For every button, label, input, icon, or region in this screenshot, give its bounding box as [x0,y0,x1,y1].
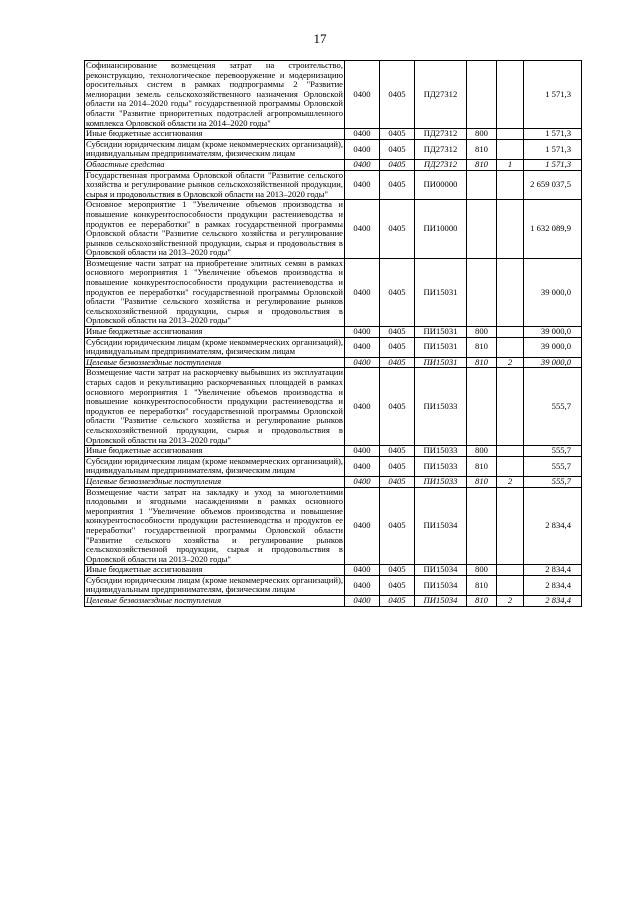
table-row [85,487,582,565]
cell-funding-source [497,337,524,357]
table-row [85,476,582,487]
cell-description: Иные бюджетные ассигнования [85,565,345,576]
cell-funding-source [497,327,524,338]
cell-section: 0400 [345,456,380,476]
cell-section: 0400 [345,565,380,576]
cell-expense-type [467,487,497,565]
table-row [85,129,582,140]
cell-expense-type: 810 [467,337,497,357]
cell-subsection: 0405 [380,456,415,476]
cell-funding-source [497,456,524,476]
table-row [85,61,582,129]
cell-target-article: ПИ15031 [415,357,467,368]
cell-description: Субсидии юридическим лицам (кроме некоммерческих организаций), индивидуальным предпринимателям, физическим лицам [86,574,343,595]
cell-funding-source [497,129,524,140]
cell-expense-type: 800 [467,129,497,140]
cell-funding-source [497,575,524,595]
cell-funding-source [497,258,524,326]
cell-target-article: ПД27312 [415,139,467,159]
cell-funding-source [497,368,524,446]
cell-amount: 1 571,3 [524,159,582,170]
cell-expense-type: 810 [467,456,497,476]
cell-expense-type: 800 [467,565,497,576]
cell-amount: 1 571,3 [524,129,582,140]
cell-expense-type [467,200,497,259]
cell-expense-type [467,61,497,129]
table-row [85,170,582,200]
cell-funding-source [497,487,524,565]
cell-target-article: ПИ15033 [415,368,467,446]
cell-expense-type: 800 [467,327,497,338]
cell-amount: 2 834,4 [524,565,582,576]
cell-funding-source: 2 [497,596,524,607]
cell-subsection: 0405 [380,487,415,565]
cell-section: 0400 [345,258,380,326]
cell-subsection: 0405 [380,327,415,338]
table-row [85,575,582,595]
cell-expense-type: 810 [467,476,497,487]
cell-target-article: ПД27312 [415,61,467,129]
cell-funding-source [497,446,524,457]
cell-target-article: ПИ15034 [415,487,467,565]
cell-description: Субсидии юридическим лицам (кроме некоммерческих организаций), индивидуальным предпринимателям, физическим лицам [86,455,343,476]
cell-subsection: 0405 [380,368,415,446]
cell-funding-source [497,565,524,576]
cell-section: 0400 [345,368,380,446]
cell-funding-source [497,200,524,259]
cell-expense-type [467,258,497,326]
cell-section: 0400 [345,170,380,200]
cell-subsection: 0405 [380,200,415,259]
cell-description: Основное мероприятие 1 "Увеличение объемов производства и повышение конкурентоспособности продукции растениеводства и продуктов ее переработки" в рамках государственной программы Орловской области "Развитие сельского хозяйства и регулирование рынков сельскохозяйственной продукции, сырья и продовольствия в Орловской области на 2013–2020 годы" [86,199,343,258]
cell-amount: 2 834,4 [524,596,582,607]
cell-section: 0400 [345,200,380,259]
cell-subsection: 0405 [380,170,415,200]
cell-target-article: ПИ15031 [415,258,467,326]
cell-description: Целевые безвозмездные поступления [85,596,345,607]
cell-amount: 39 000,0 [524,327,582,338]
cell-target-article: ПИ15034 [415,565,467,576]
cell-expense-type: 810 [467,159,497,170]
cell-section: 0400 [345,476,380,487]
cell-section: 0400 [345,575,380,595]
cell-subsection: 0405 [380,139,415,159]
cell-funding-source: 2 [497,357,524,368]
cell-description: Целевые безвозмездные поступления [85,476,345,487]
cell-subsection: 0405 [380,337,415,357]
cell-target-article: ПИ15034 [415,596,467,607]
cell-section: 0400 [345,159,380,170]
cell-funding-source [497,139,524,159]
cell-subsection: 0405 [380,129,415,140]
cell-section: 0400 [345,61,380,129]
cell-target-article: ПИ15031 [415,337,467,357]
budget-table [84,60,582,607]
page-number: 17 [313,31,327,46]
table-row [85,327,582,338]
table-row [85,258,582,326]
cell-section: 0400 [345,129,380,140]
cell-description: Возмещение части затрат на раскорчевку выбывших из эксплуатации старых садов и рекультивацию раскорчеванных площадей в рамках основного мероприятия 1 "Увеличение объемов производства и повышение конкурентоспособности продукции растениеводства и продуктов ее переработки" государственной программы Орловской области "Развитие сельского хозяйства и регулирование рынков сельскохозяйственной продукции, сырья и продовольствия в Орловской области на 2013–2020 годы" [86,367,343,445]
cell-funding-source [497,170,524,200]
cell-target-article: ПИ15031 [415,327,467,338]
table-row [85,357,582,368]
cell-expense-type: 810 [467,596,497,607]
cell-expense-type: 800 [467,446,497,457]
table-row [85,596,582,607]
cell-subsection: 0405 [380,476,415,487]
cell-subsection: 0405 [380,357,415,368]
cell-description: Субсидии юридическим лицам (кроме некоммерческих организаций), индивидуальным предпринимателям, физическим лицам [86,336,343,357]
cell-amount: 1 632 089,9 [524,200,582,259]
cell-subsection: 0405 [380,61,415,129]
cell-expense-type: 810 [467,357,497,368]
cell-target-article: ПД27312 [415,159,467,170]
cell-amount: 1 571,3 [524,139,582,159]
cell-section: 0400 [345,327,380,338]
budget-table-body [85,61,582,607]
cell-section: 0400 [345,487,380,565]
table-row [85,200,582,259]
cell-expense-type [467,170,497,200]
cell-expense-type: 810 [467,139,497,159]
cell-subsection: 0405 [380,575,415,595]
cell-target-article: ПИ15033 [415,446,467,457]
cell-section: 0400 [345,596,380,607]
cell-description: Целевые безвозмездные поступления [85,357,345,368]
cell-funding-source: 2 [497,476,524,487]
table-row [85,456,582,476]
cell-expense-type: 810 [467,575,497,595]
cell-description: Иные бюджетные ассигнования [85,129,345,140]
cell-section: 0400 [345,139,380,159]
cell-subsection: 0405 [380,596,415,607]
cell-subsection: 0405 [380,258,415,326]
cell-amount: 39 000,0 [524,337,582,357]
cell-section: 0400 [345,357,380,368]
cell-description: Иные бюджетные ассигнования [85,446,345,457]
cell-section: 0400 [345,446,380,457]
cell-subsection: 0405 [380,159,415,170]
cell-amount: 39 000,0 [524,258,582,326]
cell-amount: 555,7 [524,368,582,446]
cell-amount: 555,7 [524,446,582,457]
cell-target-article: ПИ15033 [415,456,467,476]
cell-section: 0400 [345,337,380,357]
cell-amount: 2 834,4 [524,487,582,565]
cell-amount: 555,7 [524,476,582,487]
table-row [85,337,582,357]
table-row [85,368,582,446]
cell-amount: 555,7 [524,456,582,476]
cell-description: Софинансирование возмещения затрат на строительство, реконструкцию, технологическое перевооружение и модернизацию оросительных систем в рамках подпрограммы 2 "Развитие мелиорации земель сельскохозяйственного назначения Орловской области на 2014–2020 годы" государственной программы Орловской области "Развитие приоритетных подотраслей агропромышленного комплекса Орловской области на 2014–2020 годы" [86,60,343,128]
cell-description: Субсидии юридическим лицам (кроме некоммерческих организаций), индивидуальным предпринимателям, физическим лицам [86,138,343,159]
cell-target-article: ПИ00000 [415,170,467,200]
table-row [85,139,582,159]
cell-amount: 2 659 037,5 [524,170,582,200]
table-row [85,565,582,576]
cell-subsection: 0405 [380,565,415,576]
cell-target-article: ПД27312 [415,129,467,140]
cell-description: Возмещение части затрат на закладку и уход за многолетними плодовыми и ягодными насаждениями в рамках основного мероприятия 1 "Увеличение объемов производства и повышение конкурентоспособности продукции растениеводства и продуктов ее переработки" государственной программы Орловской области "Развитие сельского хозяйства и регулирование рынков сельскохозяйственной продукции, сырья и продовольствия в Орловской области на 2013–2020 годы" [86,486,343,564]
cell-amount: 39 000,0 [524,357,582,368]
cell-amount: 2 834,4 [524,575,582,595]
cell-description: Областные средства [85,159,345,170]
table-row [85,446,582,457]
cell-target-article: ПИ15034 [415,575,467,595]
cell-funding-source [497,61,524,129]
cell-description: Государственная программа Орловской области "Развитие сельского хозяйства и регулирование рынков сельскохозяйственной продукции, сырья и продовольствия в Орловской области на 2013–2020 годы" [86,169,343,199]
cell-expense-type [467,368,497,446]
cell-description: Возмещение части затрат на приобретение элитных семян в рамках основного мероприятия 1 "Увеличение объемов производства и повышение конкурентоспособности продукции растениеводства и продуктов ее переработки" государственной программы Орловской области "Развитие сельского хозяйства и регулирование рынков сельскохозяйственной продукции, сырья и продовольствия в Орловской области на 2013–2020 годы" [86,257,343,326]
cell-funding-source: 1 [497,159,524,170]
table-row [85,159,582,170]
cell-description: Иные бюджетные ассигнования [85,327,345,338]
cell-target-article: ПИ10000 [415,200,467,259]
cell-amount: 1 571,3 [524,61,582,129]
cell-target-article: ПИ15033 [415,476,467,487]
cell-subsection: 0405 [380,446,415,457]
